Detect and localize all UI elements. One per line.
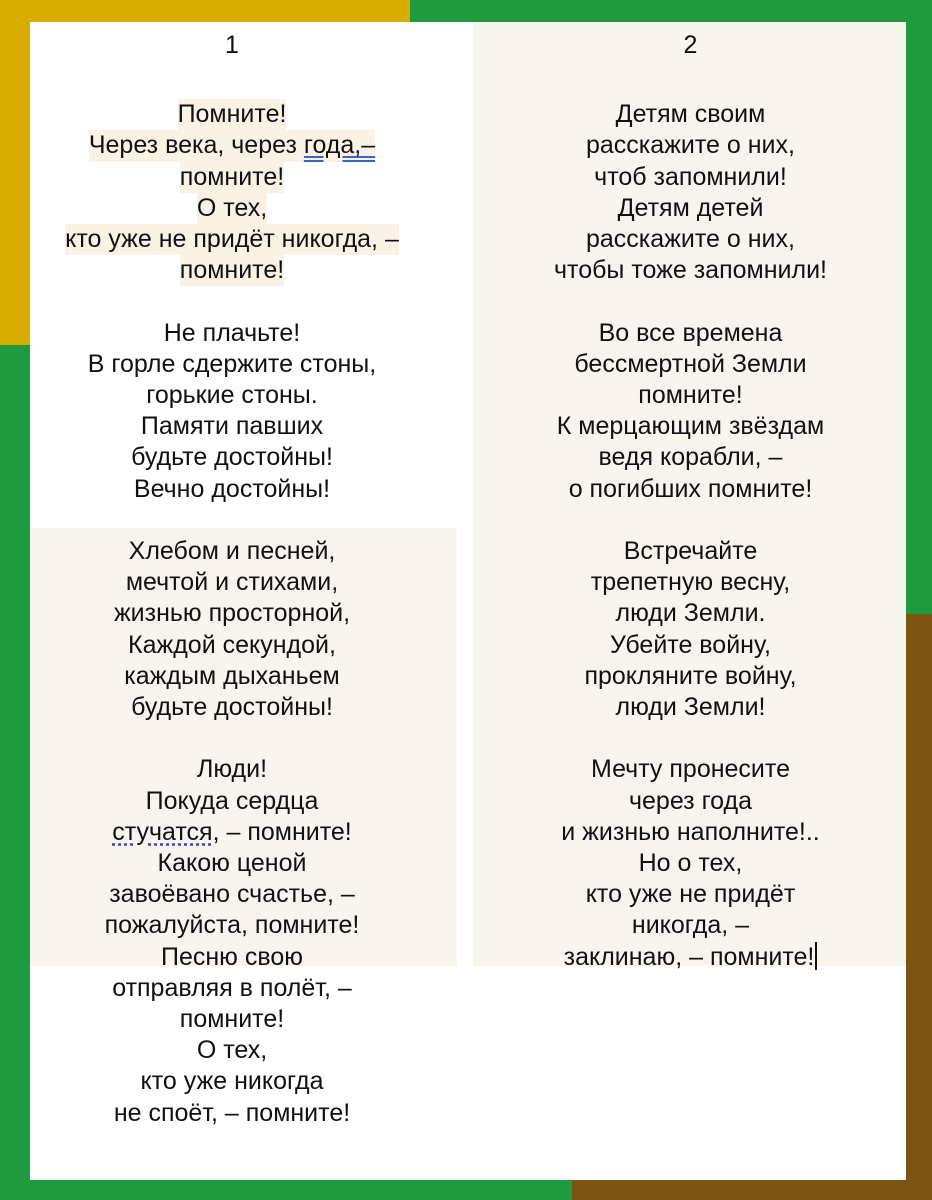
verse-line: расскажите о них, [586, 225, 795, 253]
verse-line: Хлебом и песней, [128, 537, 336, 565]
document-page [30, 22, 906, 1180]
verse-line: о погибших помните! [568, 474, 813, 503]
verse-line: люди Земли. [615, 599, 766, 628]
verse-line: К мерцающим звёздам [556, 412, 825, 441]
stanza [30, 99, 434, 286]
stanza [30, 754, 434, 941]
verse-line: отправляя в полёт, – [112, 973, 352, 1002]
verse-line: Каждой секундой, [128, 630, 336, 659]
stanza [475, 754, 906, 972]
verse-line [30, 130, 434, 161]
verse-line-spellcheck[interactable]: стучатся, – помните! [112, 817, 352, 846]
verse-line-spellcheck[interactable] [89, 130, 375, 161]
verse-line: не споёт, – помните! [113, 1098, 351, 1127]
verse-line: Вечно достойны! [133, 474, 331, 503]
verse-line: Убейте войну, [610, 630, 771, 659]
verse-line: помните! [638, 381, 743, 409]
verse-line: и жизнью наполните!.. [561, 817, 820, 846]
verse-line: кто уже не придёт [585, 880, 796, 909]
verse-line: Но о тех, [638, 849, 743, 878]
verse-line: помните! [30, 255, 434, 286]
verse-line: О тех, [196, 1036, 268, 1065]
stanza [475, 318, 906, 505]
verse-line: В горле сдержите стоны, [87, 349, 377, 378]
verse-line: никогда, – [631, 911, 750, 940]
verse-line: помните! [30, 162, 434, 193]
column-number: 1 [225, 31, 239, 59]
verse-line: Мечту пронесите [591, 755, 790, 784]
verse-line: Помните! [30, 99, 434, 130]
verse-line: чтоб запомнили! [594, 162, 787, 191]
verse-line: Покуда сердца [145, 786, 319, 815]
verse-line: будьте достойны! [131, 443, 333, 472]
verse-line: Памяти павших [140, 412, 324, 441]
verse-line: ведя корабли, – [598, 443, 783, 472]
verse-line: Люди! [196, 755, 268, 784]
verse-line: мечтой и стихами, [125, 568, 339, 597]
verse-line: бессмертной Земли [574, 349, 807, 378]
verse-text-before: Через века, через года,– [88, 131, 376, 160]
stanza [30, 942, 434, 1129]
verse-line: люди Земли! [615, 693, 766, 722]
verse-line: Песню свою [160, 942, 304, 971]
verse-line: через года [628, 786, 752, 815]
verse-line: Детям детей [617, 193, 764, 222]
verse-line: прокляните войну, [584, 661, 797, 690]
verse-line: Не плачьте! [163, 318, 301, 347]
verse-line: горькие стоны. [146, 381, 318, 409]
spellcheck-underline: года,– [303, 131, 376, 160]
verse-line: Во все времена [598, 318, 783, 347]
verse-line: помните! [179, 1005, 285, 1034]
verse-text: заклинаю, – помните! [563, 942, 815, 971]
verse-line: расскажите о них, [586, 131, 795, 160]
column-number: 2 [683, 31, 698, 59]
stanza [30, 536, 434, 723]
verse-line-with-caret[interactable] [475, 942, 906, 973]
stanza [475, 536, 906, 723]
verse-line: будьте достойны! [131, 693, 333, 722]
verse-line: Детям своим [615, 100, 766, 129]
spellcheck-underline: стучатся [112, 817, 213, 846]
text-cursor [815, 942, 817, 970]
verse-line: каждым дыханьем [124, 661, 340, 690]
verse-line: жизнью просторной, [113, 599, 351, 628]
verse-line: завоёвано счастье, – [109, 880, 355, 909]
verse-line: О тех, [30, 193, 434, 224]
verse-line: кто уже не придёт никогда, – [30, 224, 434, 255]
verse-line: пожалуйста, помните! [104, 911, 360, 940]
poem-column-2 [475, 22, 906, 973]
stanza [475, 99, 906, 286]
verse-line: Встречайте [623, 537, 758, 565]
stanza [30, 318, 434, 505]
verse-line: Какою ценой [157, 849, 307, 878]
verse-line: кто уже никогда [140, 1067, 324, 1096]
poem-column-1 [30, 22, 434, 1129]
verse-line: чтобы тоже запомнили! [554, 256, 827, 285]
verse-line: трепетную весну, [590, 568, 791, 597]
